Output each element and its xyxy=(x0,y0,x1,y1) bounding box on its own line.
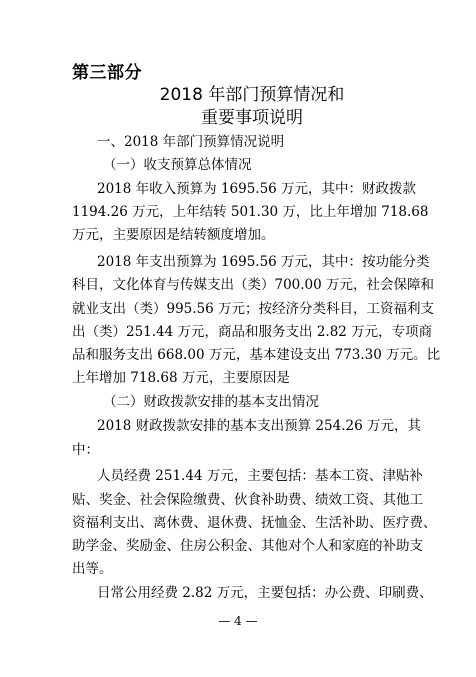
paragraph-1-line: 2018 年收入预算为 1695.56 万元，其中：财政拨款 xyxy=(97,181,417,197)
paragraph-4-line: 贴、奖金、社会保险缴费、伙食补助费、绩效工资、其他工 xyxy=(72,492,423,508)
paragraph-3-line: 中： xyxy=(72,442,99,458)
subsection-1-heading: （一）收支预算总体情况 xyxy=(103,157,252,173)
page-number: — 4 — xyxy=(218,614,258,628)
title-line-1: 2018 年部门预算情况和 xyxy=(159,85,345,105)
paragraph-5-line: 日常公用经费 2.82 万元，主要包括：办公费、印刷费、 xyxy=(97,585,433,601)
paragraph-2-line: 出（类）251.44 万元，商品和服务支出 2.82 万元，专项商 xyxy=(72,324,433,340)
paragraph-2-line: 上年增加 718.68 万元，主要原因是 xyxy=(72,370,290,386)
paragraph-1-line: 万元，主要原因是结转额度增加。 xyxy=(72,227,275,243)
paragraph-2-line: 2018 年支出预算为 1695.56 万元，其中：按功能分类 xyxy=(97,254,430,270)
paragraph-4-line: 人员经费 251.44 万元，主要包括：基本工资、津贴补 xyxy=(97,468,423,484)
paragraph-4-line: 出等。 xyxy=(72,561,113,577)
part-heading: 第三部分 xyxy=(72,63,142,83)
paragraph-4-line: 资福利支出、离休费、退休费、抚恤金、生活补助、医疗费、 xyxy=(72,515,437,531)
paragraph-2-line: 科目，文化体育与传媒支出（类）700.00 万元，社会保障和 xyxy=(72,277,435,293)
paragraph-1-line: 1194.26 万元，上年结转 501.30 万，比上年增加 718.68 xyxy=(72,204,429,220)
paragraph-2-line: 就业支出（类）995.56 万元；按经济分类科目，工资福利支 xyxy=(72,301,435,317)
subsection-2-heading: （二）财政拨款安排的基本支出情况 xyxy=(103,394,319,410)
paragraph-2-line: 品和服务支出 668.00 万元，基本建设支出 773.30 万元。比 xyxy=(72,347,441,363)
section-1-heading: 一、2018 年部门预算情况说明 xyxy=(97,134,285,150)
paragraph-4-line: 助学金、奖励金、住房公积金、其他对个人和家庭的补助支 xyxy=(72,538,423,554)
paragraph-3-line: 2018 财政拨款安排的基本支出预算 254.26 万元，其 xyxy=(97,418,421,434)
title-line-2: 重要事项说明 xyxy=(201,108,303,128)
